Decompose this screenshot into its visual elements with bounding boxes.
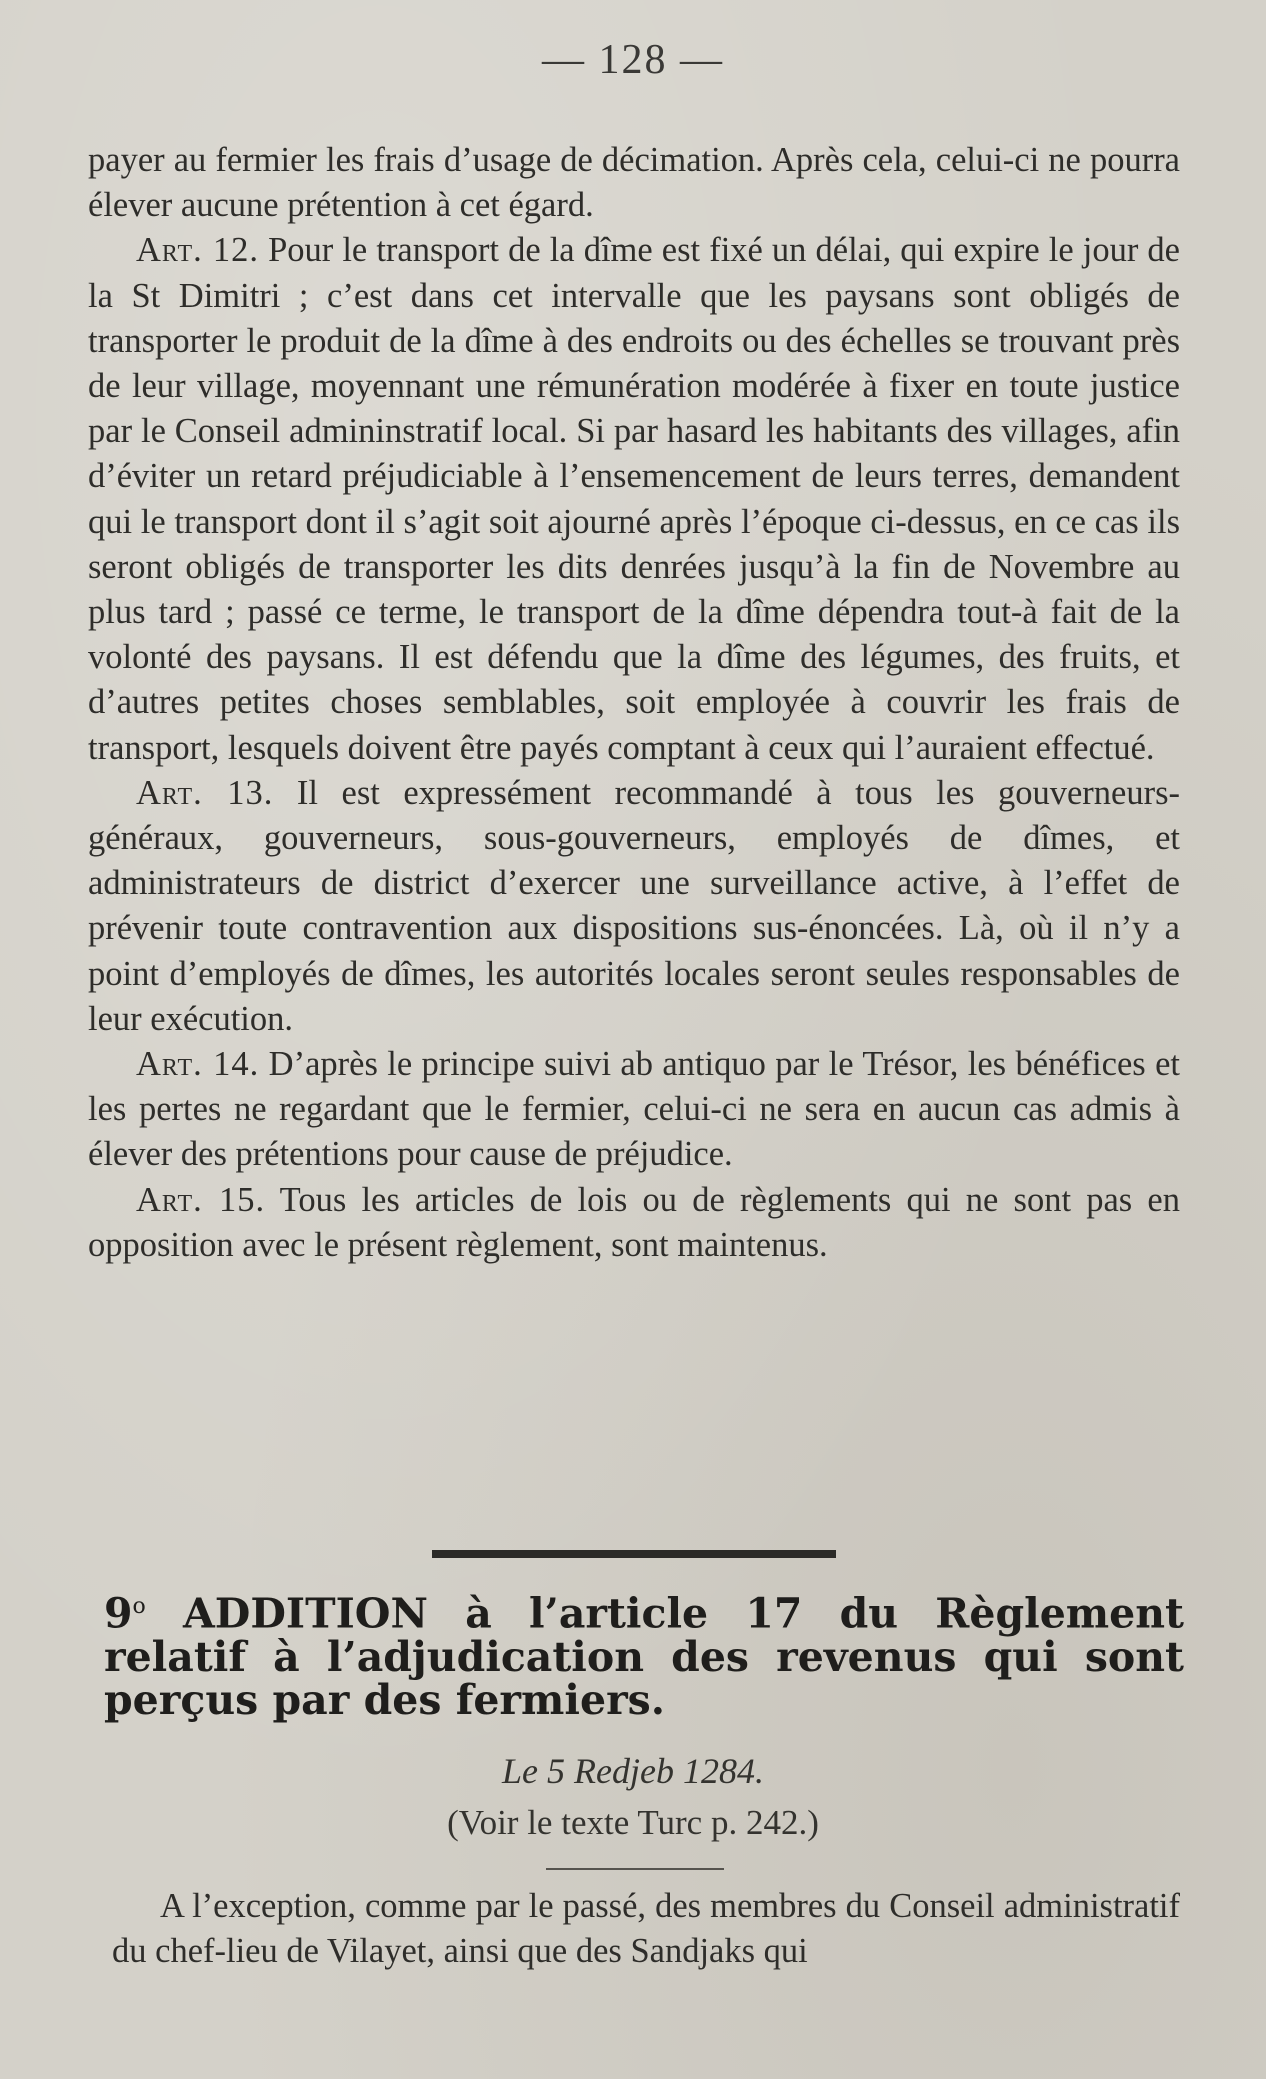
page-number: — 128 — bbox=[542, 37, 724, 83]
articles-text bbox=[88, 138, 1180, 1268]
article-label: Art. 13. bbox=[136, 773, 274, 812]
section-date: Le 5 Redjeb 1284. bbox=[502, 1751, 764, 1791]
section-reference: (Voir le texte Turc p. 242.) bbox=[447, 1803, 819, 1842]
article-12 bbox=[88, 228, 1180, 770]
section-divider bbox=[432, 1550, 836, 1558]
article-text: Pour le transport de la dîme est fixé un délai, qui expire le jour de la St Dimitri ; c’est dans cet intervalle que les paysans sont obligés de transporter le produit de la dîme à des endroits ou des échelles se trouvant près de leur village, moyennant une rémunération modérée à fixer en toute justice par le Conseil admininstratif local. Si par hasard les habitants des villages, afin d’éviter un retard préjudiciable à l’ensemencement de leurs terres, demandent qui le transport dont il s’agit soit ajourné après l’époque ci-dessus, en ce cas ils seront obligés de transporter les dits denrées jusqu’à la fin de Novembre au plus tard ; passé ce terme, le transport de la dîme dépendra tout-à fait de la volonté des paysans. Il est défendu que la dîme des légumes, des fruits, et d’autres petites choses semblables, soit employée à couvrir les frais de transport, lesquels doivent être payés comptant à ceux qui l’auraient effectué. bbox=[88, 231, 1180, 767]
article-label: Art. 12. bbox=[136, 231, 259, 270]
short-divider bbox=[546, 1868, 724, 1870]
section-title: ADDITION à l’article 17 du Règlement relatif à l’adjudication des revenus qui sont perçus par des fermiers. bbox=[104, 1589, 1184, 1724]
section-body-paragraph: A l’exception, comme par le passé, des membres du Conseil administratif du chef-lieu de Vilayet, ainsi que des Sandjaks qui bbox=[112, 1887, 1180, 1971]
section-heading bbox=[104, 1585, 1184, 1722]
section-number: 9 bbox=[104, 1589, 133, 1638]
article-text: D’après le principe suivi ab antiquo par le Trésor, les bénéfices et les pertes ne regardant que le fermier, celui-ci ne sera en aucun cas admis à élever des prétentions pour cause de préjudice. bbox=[88, 1045, 1181, 1174]
article-14 bbox=[88, 1042, 1180, 1178]
article-text: Il est expressément recommandé à tous les gouverneurs-généraux, gouverneurs, sous-gouverneurs, employés de dîmes, et administrateurs de district d’exercer une surveillance active, à l’effet de prévenir toute contravention aux dispositions sus-énoncées. Là, où il n’y a point d’employés de dîmes, les autorités locales seront seules responsables de leur exécution. bbox=[88, 773, 1180, 1038]
article-13 bbox=[88, 771, 1180, 1042]
continuation-paragraph: payer au fermier les frais d’usage de décimation. Après cela, celui-ci ne pourra élever aucune prétention à cet égard. bbox=[88, 141, 1180, 225]
article-label: Art. 14. bbox=[136, 1045, 260, 1084]
section-number-superscript: o bbox=[132, 1594, 146, 1619]
section-body bbox=[112, 1884, 1180, 1974]
article-label: Art. 15. bbox=[136, 1180, 266, 1219]
article-15 bbox=[88, 1178, 1180, 1268]
article-text: Tous les articles de lois ou de règlements qui ne sont pas en opposition avec le présent règlement, sont maintenus. bbox=[88, 1180, 1180, 1264]
